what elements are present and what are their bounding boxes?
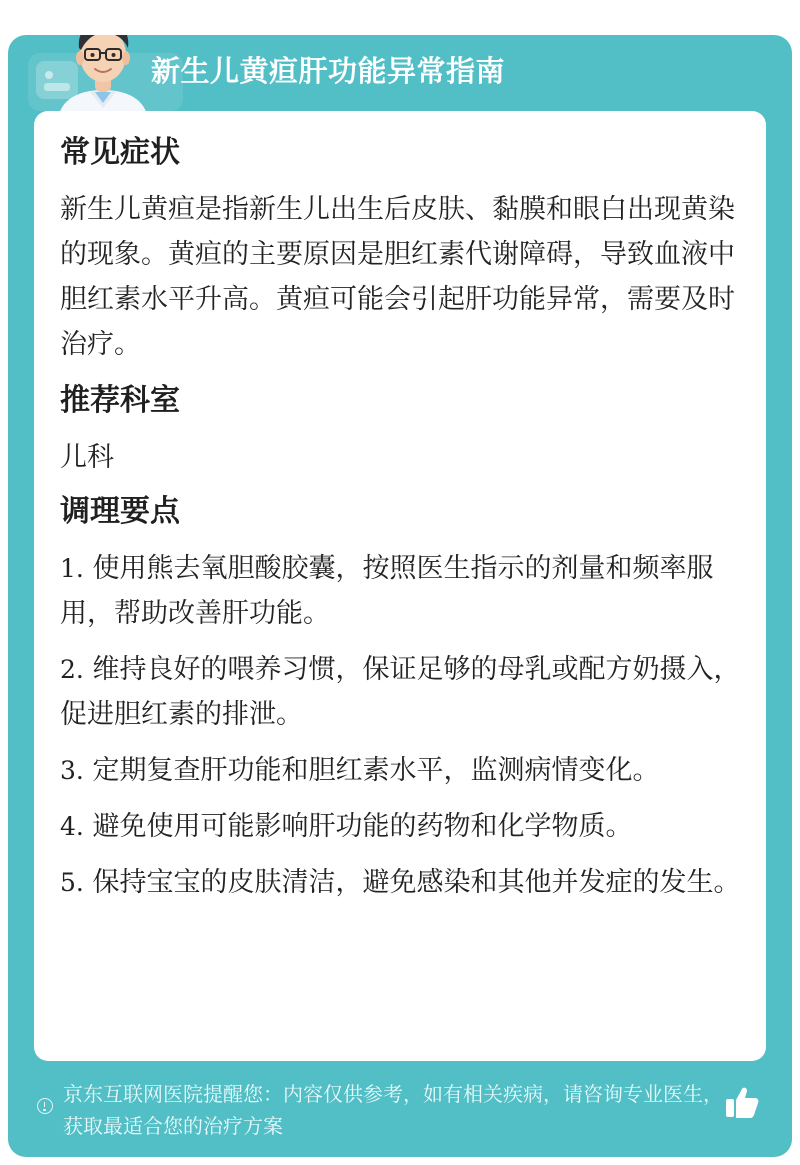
list-item-text: 定期复查肝功能和胆红素水平，监测病情变化。 [92, 755, 660, 786]
section-care [60, 492, 742, 905]
page-title: 新生儿黄疸肝功能异常指南 [151, 54, 506, 88]
thumbs-up-icon[interactable] [724, 1083, 760, 1121]
content-panel [34, 111, 766, 1061]
list-item [60, 804, 742, 849]
section-title-department: 推荐科室 [60, 383, 180, 418]
section-body-symptoms: 新生儿黄疸是指新生儿出生后皮肤、黏膜和眼白出现黄染的现象。黄疸的主要原因是胆红素代谢障碍，导致血液中胆红素水平升高。黄疸可能会引起肝功能异常，需要及时治疗。 [60, 194, 735, 360]
info-icon [37, 1098, 53, 1114]
footer [34, 1075, 766, 1145]
section-title-symptoms: 常见症状 [60, 135, 180, 170]
section-symptoms [60, 133, 742, 367]
list-item-number: 4. [60, 812, 84, 841]
care-list [60, 546, 742, 905]
guide-card [8, 35, 792, 1157]
section-title-care: 调理要点 [60, 494, 180, 529]
list-item [60, 860, 742, 905]
list-item-text: 使用熊去氧胆酸胶囊，按照医生指示的剂量和频率服用，帮助改善肝功能。 [60, 553, 714, 629]
section-department [60, 381, 742, 480]
list-item-number: 3. [60, 756, 84, 785]
list-item-number: 5. [60, 868, 84, 897]
list-item [60, 647, 742, 737]
doctor-avatar [50, 35, 156, 120]
list-item-text: 维持良好的喂养习惯，保证足够的母乳或配方奶摄入，促进胆红素的排泄。 [60, 654, 741, 730]
list-item-text: 保持宝宝的皮肤清洁，避免感染和其他并发症的发生。 [92, 867, 741, 898]
list-item-number: 1. [60, 554, 84, 583]
list-item-number: 2. [60, 655, 84, 684]
section-body-department: 儿科 [60, 442, 114, 473]
footer-disclaimer: 京东互联网医院提醒您：内容仅供参考，如有相关疾病，请咨询专业医生，获取最适合您的治疗方案 [63, 1082, 723, 1138]
list-item [60, 748, 742, 793]
list-item-text: 避免使用可能影响肝功能的药物和化学物质。 [92, 811, 633, 842]
list-item [60, 546, 742, 636]
